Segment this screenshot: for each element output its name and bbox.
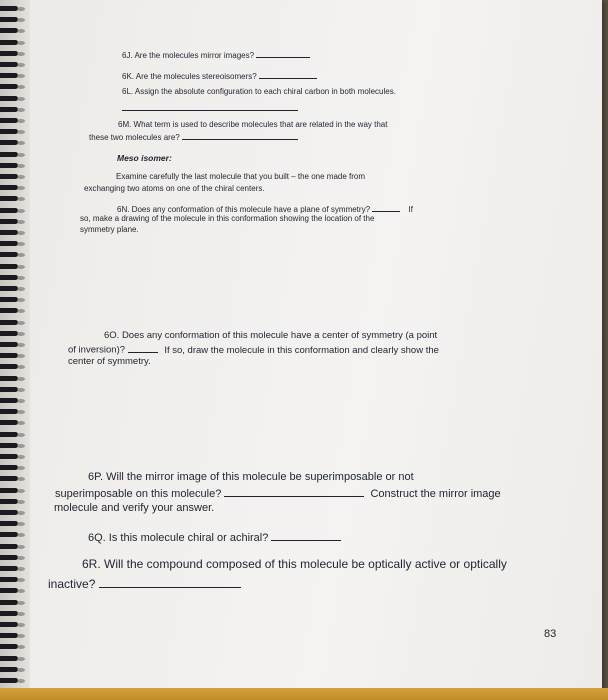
answer-blank-6n[interactable] bbox=[372, 204, 400, 212]
question-6p-text-2b: Construct the mirror image bbox=[370, 487, 501, 500]
question-6p-text-2a: superimposable on this molecule? bbox=[55, 487, 222, 500]
question-6j bbox=[122, 50, 310, 60]
examine-text-2: exchanging two atoms on one of the chiral centers. bbox=[84, 184, 265, 193]
spiral-coil bbox=[0, 644, 30, 651]
examine-line1 bbox=[116, 172, 365, 181]
spiral-coil bbox=[0, 208, 30, 215]
spiral-coil bbox=[0, 376, 30, 383]
spiral-coil bbox=[0, 656, 30, 663]
spiral-coil bbox=[0, 28, 30, 35]
question-6k-text: 6K. Are the molecules stereoisomers? bbox=[122, 72, 257, 82]
spiral-coil bbox=[0, 678, 30, 685]
answer-blank-6j[interactable] bbox=[256, 50, 310, 58]
question-6m-line1 bbox=[118, 120, 387, 129]
page-number: 83 bbox=[544, 628, 557, 640]
spiral-coil bbox=[0, 51, 30, 58]
question-6p-line1 bbox=[88, 471, 414, 483]
question-6n-line1 bbox=[117, 204, 413, 214]
spiral-coil bbox=[0, 297, 30, 304]
spiral-coil bbox=[0, 521, 30, 528]
spiral-coil bbox=[0, 62, 30, 69]
spiral-coil bbox=[0, 465, 30, 472]
spiral-coil bbox=[0, 577, 30, 584]
spiral-coil bbox=[0, 667, 30, 674]
spiral-coil bbox=[0, 398, 30, 405]
spiral-coil bbox=[0, 387, 30, 394]
question-6p-text-3: molecule and verify your answer. bbox=[54, 502, 215, 514]
spiral-coil bbox=[0, 476, 30, 483]
question-6o-line3 bbox=[68, 356, 151, 367]
question-6p-line2 bbox=[55, 486, 501, 500]
spiral-coil bbox=[0, 353, 30, 360]
answer-blank-6q[interactable] bbox=[271, 530, 341, 541]
spiral-coil bbox=[0, 140, 30, 147]
spiral-coil bbox=[0, 555, 30, 562]
question-6n-text-1: 6N. Does any conformation of this molecule have a plane of symmetry? bbox=[117, 205, 371, 215]
question-6l bbox=[122, 87, 396, 96]
spiral-coil bbox=[0, 163, 30, 170]
question-6p-line3 bbox=[54, 502, 214, 514]
question-6q bbox=[88, 530, 341, 544]
question-6o-text-2b: If so, draw the molecule in this conformation and clearly show the bbox=[164, 344, 439, 356]
answer-blank-6m[interactable] bbox=[182, 132, 298, 140]
spiral-coil bbox=[0, 174, 30, 181]
question-6n-line2 bbox=[80, 214, 374, 223]
question-6m-line2 bbox=[89, 132, 298, 142]
spiral-coil bbox=[0, 443, 30, 450]
spiral-coil bbox=[0, 432, 30, 439]
spiral-coil bbox=[0, 611, 30, 618]
spiral-coil bbox=[0, 275, 30, 282]
spiral-coil bbox=[0, 152, 30, 159]
spiral-coil bbox=[0, 342, 30, 349]
spiral-coil bbox=[0, 107, 30, 114]
spiral-coil bbox=[0, 196, 30, 203]
question-6n-text-2: so, make a drawing of the molecule in this conformation showing the location of the bbox=[80, 214, 375, 223]
question-6o-text-3: center of symmetry. bbox=[68, 356, 151, 367]
spiral-coil bbox=[0, 96, 30, 103]
spiral-coil bbox=[0, 230, 30, 237]
spiral-coil bbox=[0, 84, 30, 91]
spiral-coil bbox=[0, 185, 30, 192]
question-6r-line2 bbox=[48, 576, 241, 591]
question-6j-text: 6J. Are the molecules mirror images? bbox=[122, 51, 255, 61]
examine-line2 bbox=[84, 184, 265, 193]
spiral-coil bbox=[0, 364, 30, 371]
spiral-coil bbox=[0, 241, 30, 248]
spiral-coil bbox=[0, 633, 30, 640]
spiral-coil bbox=[0, 510, 30, 517]
spiral-coil bbox=[0, 73, 30, 80]
question-6o-line2 bbox=[68, 343, 439, 356]
answer-blank-6o[interactable] bbox=[128, 343, 158, 353]
answer-line-6l[interactable] bbox=[122, 100, 298, 111]
question-6n-text-3: symmetry plane. bbox=[80, 225, 139, 234]
spiral-coil bbox=[0, 264, 30, 271]
question-6p-text-1: 6P. Will the mirror image of this molecule be superimposable or not bbox=[88, 471, 414, 483]
examine-text-1: Examine carefully the last molecule that you built – the one made from bbox=[116, 172, 366, 181]
question-6k bbox=[122, 71, 317, 81]
spiral-coil bbox=[0, 409, 30, 416]
meso-isomer-heading bbox=[117, 153, 172, 163]
spiral-coil bbox=[0, 532, 30, 539]
spiral-coil bbox=[0, 566, 30, 573]
question-6n-line3 bbox=[80, 225, 139, 234]
spiral-coil bbox=[0, 600, 30, 607]
spiral-coil bbox=[0, 17, 30, 24]
question-6n-if: If bbox=[408, 205, 413, 215]
desk-surface bbox=[0, 688, 608, 700]
spiral-coil bbox=[0, 219, 30, 226]
spiral-coil bbox=[0, 622, 30, 629]
answer-blank-6p[interactable] bbox=[224, 486, 364, 497]
spiral-coil bbox=[0, 499, 30, 506]
question-6r-text-1: 6R. Will the compound composed of this molecule be optically active or optically bbox=[82, 557, 507, 571]
question-6r-line1 bbox=[82, 557, 507, 571]
spiral-coil bbox=[0, 286, 30, 293]
spiral-coil bbox=[0, 488, 30, 495]
question-6m-text-1: 6M. What term is used to describe molecules that are related in the way that bbox=[118, 120, 388, 129]
meso-isomer-heading-text: Meso isomer: bbox=[117, 153, 172, 163]
question-6o-text-1: 6O. Does any conformation of this molecule have a center of symmetry (a point bbox=[104, 330, 438, 341]
spiral-coil bbox=[0, 308, 30, 315]
question-6q-text: 6Q. Is this molecule chiral or achiral? bbox=[88, 531, 269, 544]
spiral-coil bbox=[0, 118, 30, 125]
spiral-coil bbox=[0, 544, 30, 551]
question-6r-text-2: inactive? bbox=[48, 576, 96, 591]
question-6o-text-2a: of inversion)? bbox=[68, 344, 126, 356]
spiral-coil bbox=[0, 40, 30, 47]
spiral-binding bbox=[0, 0, 30, 688]
spiral-coil bbox=[0, 129, 30, 136]
spiral-coil bbox=[0, 6, 30, 13]
spiral-coil bbox=[0, 588, 30, 595]
question-6m-text-2: these two molecules are? bbox=[89, 133, 180, 143]
question-6o-line1 bbox=[104, 330, 437, 341]
spiral-coil bbox=[0, 320, 30, 327]
question-6l-text: 6L. Assign the absolute configuration to each chiral carbon in both molecules. bbox=[122, 87, 396, 96]
spiral-coil bbox=[0, 331, 30, 338]
answer-blank-6k[interactable] bbox=[259, 71, 317, 79]
spiral-coil bbox=[0, 420, 30, 427]
answer-blank-6r[interactable] bbox=[99, 576, 241, 588]
spiral-coil bbox=[0, 252, 30, 259]
spiral-coil bbox=[0, 454, 30, 461]
